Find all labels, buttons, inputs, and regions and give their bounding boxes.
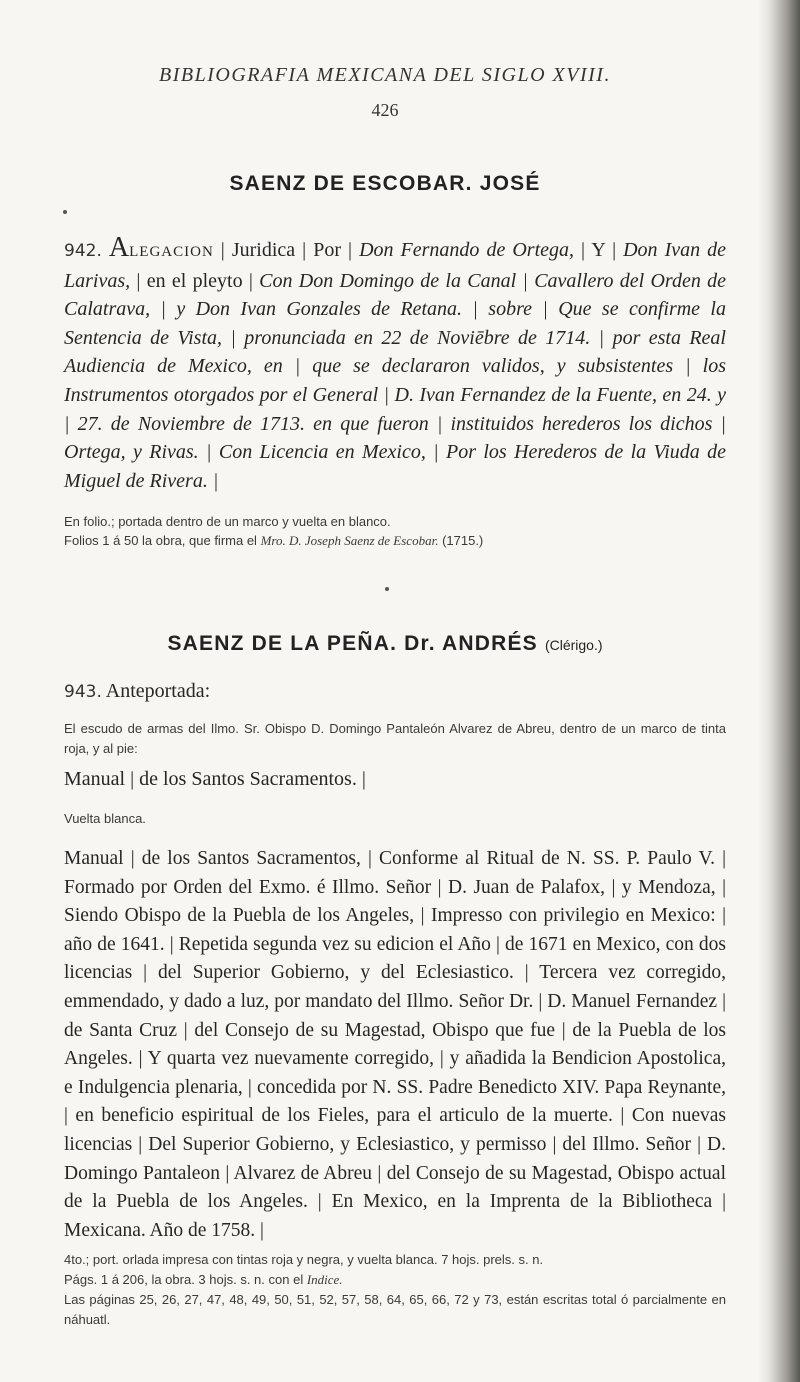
entry-seg2: | Y | [574,239,624,261]
entry-seg3: Don Ivan de Larivas, [64,239,727,292]
entry-943-note-2: Vuelta blanca. [64,811,146,826]
entry-initial: A [108,232,130,263]
entry-seg4: | en el pleyto | [130,269,260,292]
entry-943-note-5: Las páginas 25, 26, 27, 47, 48, 49, 50, 51, 52, 57, 58, 64, 65, 66, 72 y 73, están escritas total ó parcialmente en náhuatl. [64,1292,726,1327]
entry-text: | Juridica | Por | [213,239,360,261]
entry-943 [64,677,726,707]
section-heading-saenz-de-la-pena [0,632,770,656]
heading-qualifier: (Clérigo.) [544,637,603,653]
entry-seg5: Con Don Domingo de la Canal | Cavallero del Orden de Calatrava, | y Don Ivan Gonzales de Retana. | sobre | Que se confirme la Sentencia de Vista, | pronunciada en 22 de Noviēbre de 1714. | por esta Real Audiencia de Mexico, en | que se declararon validos, y subsistentes | los Instrumentos otorgados por el General | D. Ivan Fernandez de la Fuente, en 24. y | 27. de Noviembre de 1713. en que fueron | instituidos herederos los dichos | Ortega, y Rivas. | Con Licencia en Mexico, | Por los Herederos de la Viuda de Miguel de Rivera. | [64,269,726,492]
page-edge-shadow [758,0,800,1382]
note-text: Folios 1 á 50 la obra, que firma el [64,533,261,548]
entry-seg1: Don Fernando de Ortega, [359,239,575,261]
heading-text: SAENZ DE LA PEÑA. Dr. ANDRÉS [167,632,538,655]
entry-number: 942. [64,241,102,261]
running-head: BIBLIOGRAFIA MEXICANA DEL SIGLO XVIII. [159,64,611,86]
entry-943-note-3: 4to.; port. orlada impresa con tintas roja y negra, y vuelta blanca. 7 hojs. prels. s. n. [64,1252,544,1267]
entry-943-note-4 [64,1270,726,1290]
section-divider-dot [385,587,389,591]
entry-942-note-1: En folio.; portada dentro de un marco y vuelta en blanco. [64,514,391,529]
entry-label: Anteportada: [105,680,211,702]
entry-title-rest: LEGACION [129,244,214,260]
section-heading-saenz-de-escobar: SAENZ DE ESCOBAR. JOSÉ [229,172,541,195]
entry-943-note-1: El escudo de armas del Ilmo. Sr. Obispo D. Domingo Pantaleón Alvarez de Abreu, dentro de un marco de tinta roja, y al pie: [64,721,726,756]
note-text: Págs. 1 á 206, la obra. 3 hojs. s. n. con el [64,1272,307,1287]
title-page-transcription: Manual | de los Santos Sacramentos, | Conforme al Ritual de N. SS. P. Paulo V. | Formado por Orden del Exmo. é Illmo. Señor | D. Juan de Palafox, | y Mendoza, | Siendo Obispo de la Puebla de los Angeles, | Impresso con privilegio en Mexico: | año de 1641. | Repetida segunda vez su edicion el Año | de 1671 en Mexico, con dos licencias | del Superior Gobierno, y del Eclesiastico. | Tercera vez corregido, emmendado, y dado a luz, por mandato del Illmo. Señor Dr. | D. Manuel Fernandez | de Santa Cruz | del Consejo de su Magestad, Obispo que fue | de la Puebla de los Angeles. | Y quarta vez nuevamente corregido, | y añadida la Bendicion Apostolica, e Indulgencia plenaria, | concedida por N. SS. Padre Benedicto XIV. Papa Reynante, | en beneficio espiritual de los Fieles, para el articulo de la muerte. | Con nuevas licencias | Del Superior Gobierno, y Eclesiastico, y permisso | del Illmo. Señor | D. Domingo Pantaleon | Alvarez de Abreu | del Consejo de su Magestad, Obispo actual de la Puebla de los Angeles. | En Mexico, en la Imprenta de la Bibliotheca | Mexicana. Año de 1758. | [64,848,726,1241]
printer-dot [63,210,67,214]
note-author: Mro. D. Joseph Saenz de Escobar. [260,533,439,548]
entry-942 [64,234,726,495]
note-year: (1715.) [438,533,484,548]
half-title: Manual | de los Santos Sacramentos. | [64,768,366,790]
entry-942-note-2 [64,531,726,551]
page-number: 426 [371,100,399,120]
note-index: Indice. [306,1272,343,1287]
entry-number: 943. [64,682,102,702]
